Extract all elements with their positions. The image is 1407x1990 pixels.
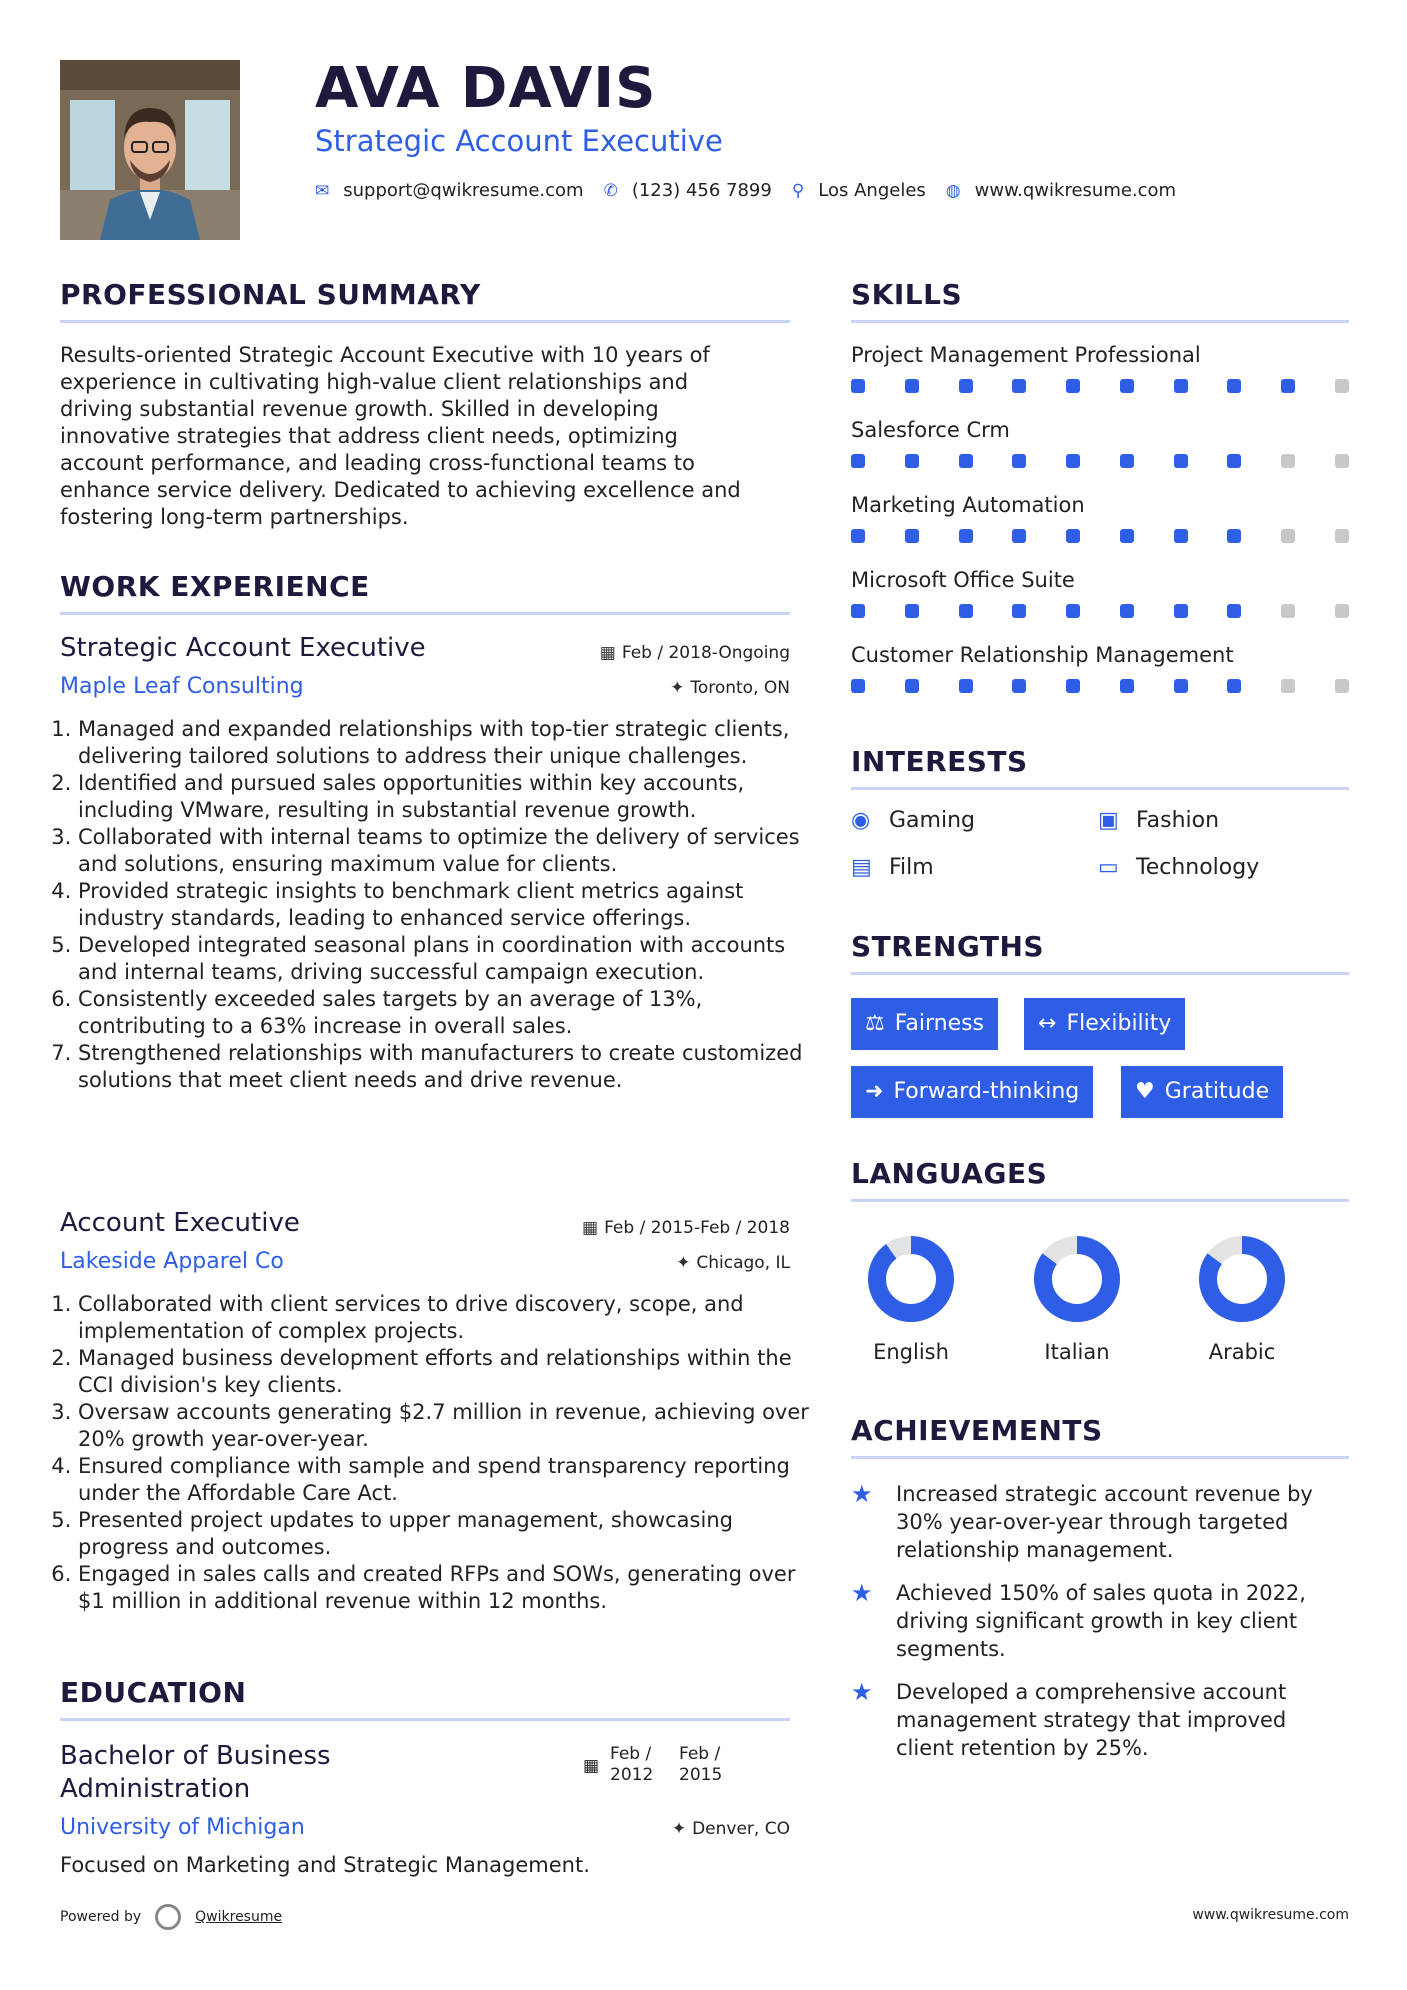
education-note: Focused on Marketing and Strategic Management. (60, 1853, 590, 1877)
education-start: Feb / 2012 (610, 1744, 654, 1785)
skill-dot (1227, 604, 1241, 618)
skill-dot (1120, 454, 1134, 468)
list-item: 3. Collaborated with internal teams to optimize the delivery of services and solutions, ensuring maximum value for clients. (78, 824, 810, 878)
skill-name: Customer Relationship Management (851, 643, 1234, 667)
skill-dot (1281, 454, 1295, 468)
achievement-item: Developed a comprehensive account management strategy that improved client retention by 25%. (896, 1680, 1287, 1760)
skill-dot (1281, 529, 1295, 543)
work-heading: WORK EXPERIENCE (60, 570, 370, 603)
skill-level (851, 529, 1349, 543)
job-company: Maple Leaf Consulting (60, 674, 304, 699)
skills-heading: SKILLS (851, 278, 963, 311)
skill-dot (959, 604, 973, 618)
skill-dot (1335, 454, 1349, 468)
skill-row (851, 418, 1349, 468)
map-marker-icon: ⚲ (791, 180, 805, 201)
skill-dot (1227, 679, 1241, 693)
skill-dot (1335, 529, 1349, 543)
skill-dot (851, 454, 865, 468)
list-item: 5. Developed integrated seasonal plans in coordination with accounts and internal teams, driving successful campaign execution. (78, 932, 810, 986)
skill-dot (1066, 379, 1080, 393)
skill-dot (1174, 529, 1188, 543)
work-rule (60, 612, 790, 615)
skill-dot (1012, 679, 1026, 693)
list-item: 6. Consistently exceeded sales targets by an average of 13%, contributing to a 63% increase in overall sales. (78, 986, 810, 1040)
list-item: 2. Managed business development efforts and relationships within the CCI division's key clients. (78, 1345, 810, 1399)
star-icon: ★ (851, 1678, 873, 1706)
phone-icon: ✆ (603, 180, 618, 201)
skill-level (851, 604, 1349, 618)
pin-icon: ✦ (676, 1253, 691, 1273)
list-item: 4. Ensured compliance with sample and spend transparency reporting under the Affordable Care Act. (78, 1453, 810, 1507)
skill-dot (1066, 604, 1080, 618)
skill-dot (1281, 379, 1295, 393)
skill-name: Marketing Automation (851, 493, 1085, 517)
job-company: Lakeside Apparel Co (60, 1249, 284, 1274)
skill-dot (1227, 379, 1241, 393)
achievement-item: Increased strategic account revenue by 30% year-over-year through targeted relationship management. (896, 1482, 1313, 1562)
skill-dot (1120, 529, 1134, 543)
skill-dot (1281, 604, 1295, 618)
skill-row (851, 493, 1349, 543)
list-item: 1. Collaborated with client services to drive discovery, scope, and implementation of complex projects. (78, 1291, 810, 1345)
language-label: Arabic (1208, 1340, 1276, 1364)
achievements-rule (851, 1456, 1349, 1459)
education-heading: EDUCATION (60, 1676, 247, 1709)
candidate-name: AVA DAVIS (315, 56, 657, 121)
contact-phone[interactable]: (123) 456 7899 (631, 180, 772, 201)
skill-dot (905, 379, 919, 393)
skill-dot (1066, 454, 1080, 468)
candidate-title: Strategic Account Executive (315, 124, 723, 158)
skill-dot (1281, 679, 1295, 693)
skill-dot (1174, 454, 1188, 468)
summary-heading: PROFESSIONAL SUMMARY (60, 278, 481, 311)
skill-dot (1174, 679, 1188, 693)
calendar-icon: ▦ (599, 643, 616, 663)
summary-rule (60, 320, 790, 323)
skill-dot (1174, 379, 1188, 393)
interests-heading: INTERESTS (851, 745, 1028, 778)
arrow-right-icon: ➜ (865, 1079, 884, 1104)
language-label: English (873, 1340, 949, 1364)
job-bullets (58, 716, 810, 1094)
skill-dot (851, 679, 865, 693)
skill-dot (959, 454, 973, 468)
calendar-icon: ▦ (582, 1218, 599, 1238)
shopping-bag-icon: ▣ (1098, 808, 1119, 833)
skill-dot (851, 604, 865, 618)
summary-text: Results-oriented Strategic Account Executive with 10 years of experience in cultivating high-value client relationships and driving substantial revenue growth. Skilled in developing innovative strategies that address client needs, optimizing account performance, and leading cross-functional teams to enhance service delivery. Dedicated to achieving excellence and fostering long-term partnerships. (60, 343, 741, 529)
contact-email[interactable]: support@qwikresume.com (343, 180, 584, 201)
skill-dot (1227, 529, 1241, 543)
skill-row (851, 343, 1349, 393)
skill-dot (1335, 679, 1349, 693)
skill-dot (1120, 604, 1134, 618)
languages-rule (851, 1199, 1349, 1202)
education-school: University of Michigan (60, 1815, 305, 1840)
skill-dot (1012, 454, 1026, 468)
strength-tag: ♥ Gratitude (1121, 1066, 1283, 1118)
skill-level (851, 679, 1349, 693)
strengths-rule (851, 972, 1349, 975)
skill-dot (1012, 379, 1026, 393)
skill-dot (959, 379, 973, 393)
interest-item: ◉ Gaming (851, 808, 975, 833)
strengths-heading: STRENGTHS (851, 930, 1045, 963)
calendar-icon: ▦ (583, 1756, 600, 1776)
list-item: 6. Engaged in sales calls and created RFPs and SOWs, generating over $1 million in additional revenue within 12 months. (78, 1561, 810, 1615)
skill-level (851, 454, 1349, 468)
strength-tag: ↔ Flexibility (1024, 998, 1185, 1050)
contact-bar (315, 180, 1196, 201)
job-title: Strategic Account Executive (60, 633, 426, 663)
interest-item: ▤ Film (851, 855, 934, 880)
qwikresume-logo-icon (155, 1904, 181, 1930)
skill-dot (905, 454, 919, 468)
skill-row (851, 643, 1349, 693)
star-icon: ★ (851, 1579, 873, 1607)
language-donut-english (877, 1245, 945, 1313)
star-icon: ★ (851, 1480, 873, 1508)
skill-dot (1066, 679, 1080, 693)
skill-dot (905, 679, 919, 693)
contact-website[interactable]: www.qwikresume.com (974, 180, 1177, 201)
skill-name: Microsoft Office Suite (851, 568, 1075, 592)
arrows-horizontal-icon: ↔ (1038, 1011, 1057, 1036)
gamepad-icon: ◉ (851, 808, 871, 833)
skill-dot (1335, 379, 1349, 393)
list-item: 3. Oversaw accounts generating $2.7 million in revenue, achieving over 20% growth year-over-year. (78, 1399, 810, 1453)
balance-scale-icon: ⚖ (865, 1011, 885, 1036)
job-date: ▦ Feb / 2015-Feb / 2018 (582, 1218, 790, 1238)
job-title: Account Executive (60, 1208, 300, 1238)
skill-dot (905, 529, 919, 543)
achievements-heading: ACHIEVEMENTS (851, 1414, 1103, 1447)
skill-dot (1227, 454, 1241, 468)
achievement-item: Achieved 150% of sales quota in 2022, driving significant growth in key client segments. (896, 1581, 1306, 1661)
film-icon: ▤ (851, 855, 872, 880)
job-bullets (58, 1291, 810, 1615)
interest-item: ▭ Technology (1098, 855, 1260, 880)
interests-rule (851, 787, 1349, 790)
list-item: 5. Presented project updates to upper management, showcasing progress and outcomes. (78, 1507, 810, 1561)
footer-powered (60, 1904, 282, 1930)
envelope-icon: ✉ (315, 180, 330, 201)
list-item: 2. Identified and pursued sales opportunities within key accounts, including VMware, resulting in substantial revenue growth. (78, 770, 810, 824)
languages-heading: LANGUAGES (851, 1157, 1048, 1190)
pin-icon: ✦ (670, 678, 685, 698)
heart-icon: ♥ (1135, 1079, 1155, 1104)
skill-level (851, 379, 1349, 393)
skills-rule (851, 320, 1349, 323)
skill-dot (1012, 529, 1026, 543)
education-rule (60, 1718, 790, 1721)
job-location: ✦ Chicago, IL (676, 1253, 790, 1273)
degree-title: Bachelor of Business Administration (60, 1741, 331, 1804)
powered-by-label: Powered by (60, 1909, 142, 1925)
skill-dot (851, 379, 865, 393)
job-date: ▦ Feb / 2018-Ongoing (599, 643, 790, 663)
list-item: 1. Managed and expanded relationships with top-tier strategic clients, delivering tailored solutions to address their unique challenges. (78, 716, 810, 770)
contact-location: Los Angeles (818, 180, 926, 201)
skill-dot (1335, 604, 1349, 618)
strength-tag: ➜ Forward-thinking (851, 1066, 1093, 1118)
language-label: Italian (1044, 1340, 1110, 1364)
profile-photo (60, 60, 240, 240)
brand-link[interactable]: Qwikresume (195, 1909, 283, 1925)
skill-row (851, 568, 1349, 618)
globe-icon: ◍ (945, 180, 961, 201)
skill-dot (959, 679, 973, 693)
interest-item: ▣ Fashion (1098, 808, 1220, 833)
strength-tag: ⚖ Fairness (851, 998, 998, 1050)
footer-url[interactable]: www.qwikresume.com (1192, 1907, 1349, 1923)
skill-dot (1066, 529, 1080, 543)
skill-name: Project Management Professional (851, 343, 1201, 367)
list-item: 7. Strengthened relationships with manufacturers to create customized solutions that meet client needs and drive revenue. (78, 1040, 810, 1094)
skill-dot (1174, 604, 1188, 618)
education-end: Feb / 2015 (679, 1744, 723, 1785)
skill-dot (851, 529, 865, 543)
skill-dot (1012, 604, 1026, 618)
skill-dot (1120, 679, 1134, 693)
skill-dot (905, 604, 919, 618)
laptop-icon: ▭ (1098, 855, 1119, 880)
education-location: ✦ Denver, CO (671, 1819, 790, 1839)
list-item: 4. Provided strategic insights to benchmark client metrics against industry standards, leading to enhanced service offerings. (78, 878, 810, 932)
skill-dot (1120, 379, 1134, 393)
pin-icon: ✦ (671, 1819, 687, 1839)
skill-name: Salesforce Crm (851, 418, 1010, 442)
job-location: ✦ Toronto, ON (670, 678, 790, 698)
skill-dot (959, 529, 973, 543)
